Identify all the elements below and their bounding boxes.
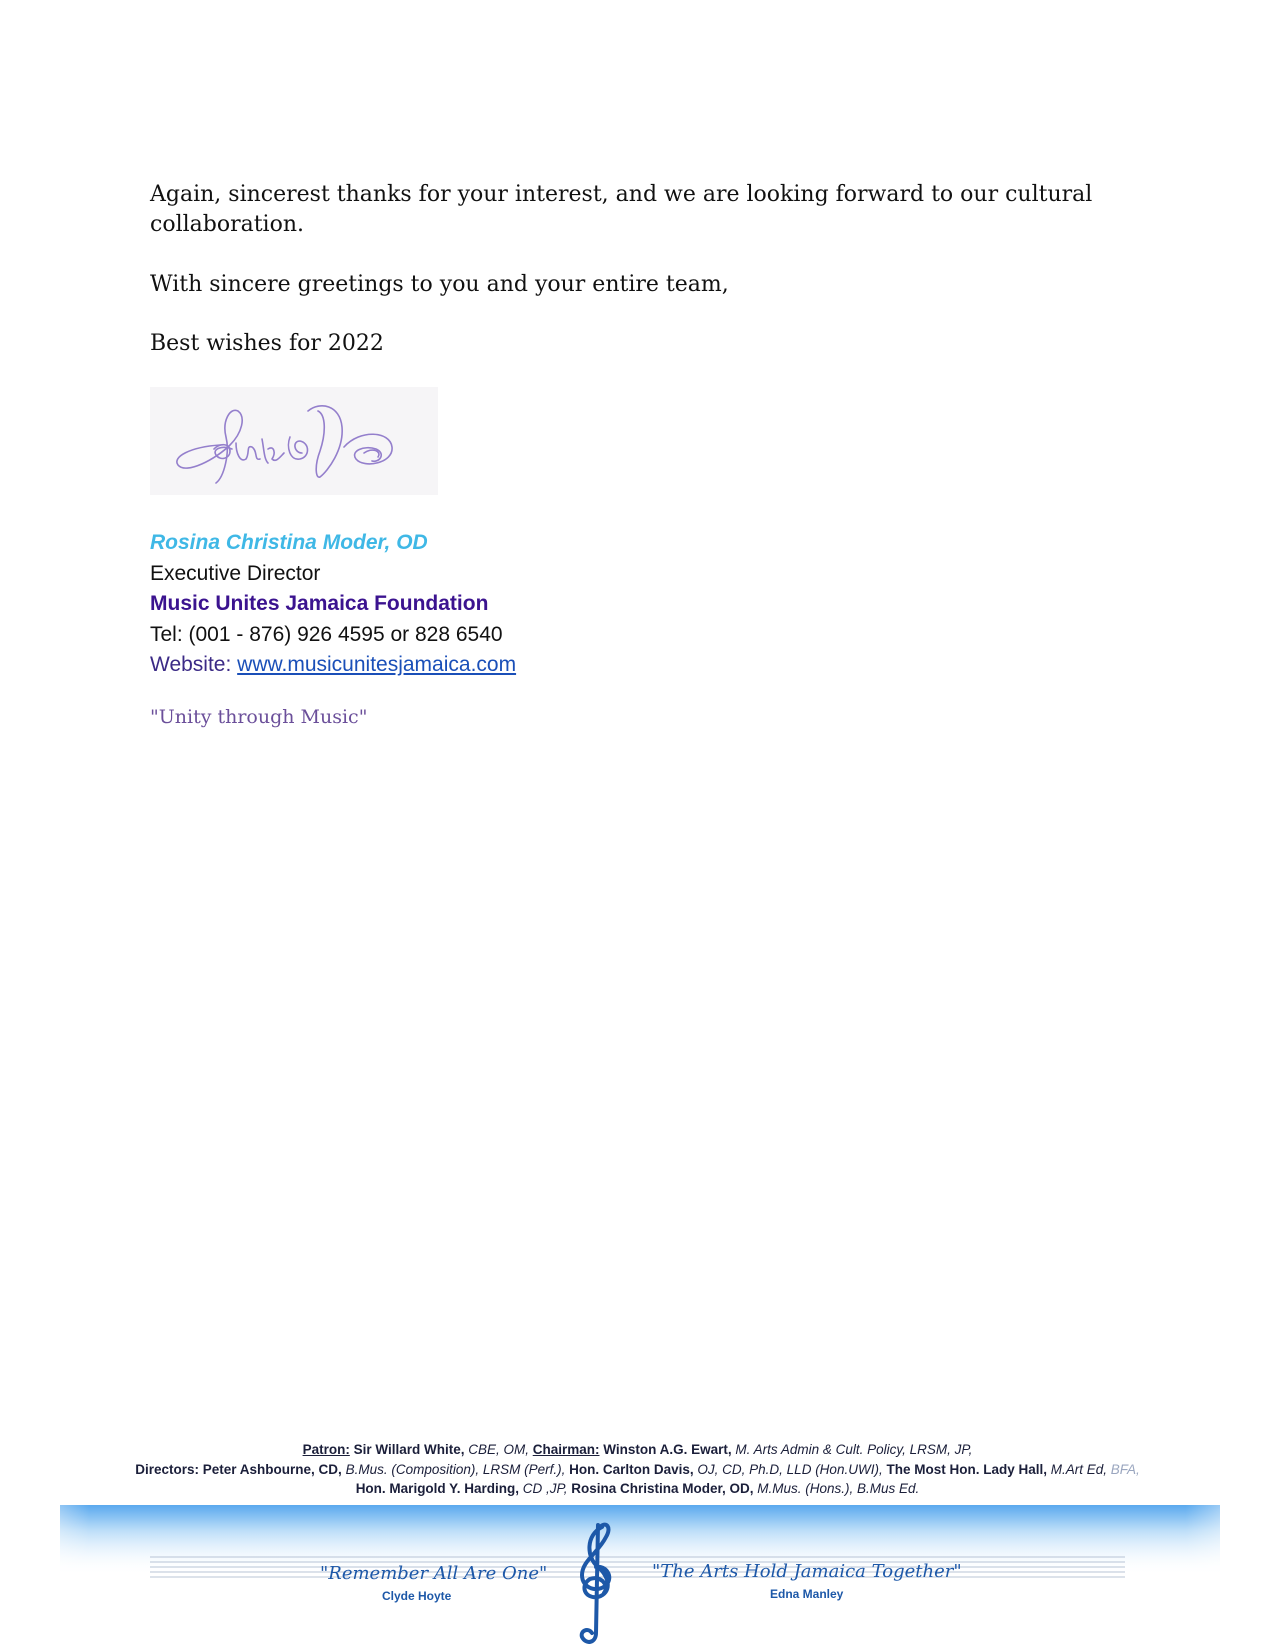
patron-label: Patron: bbox=[302, 1442, 350, 1457]
director-name: The Most Hon. Lady Hall, bbox=[886, 1462, 1051, 1477]
banner-author-right: Edna Manley bbox=[770, 1587, 844, 1601]
signatory-title: Executive Director bbox=[150, 562, 321, 585]
footer-directors-line-2 bbox=[60, 1481, 1215, 1496]
director-honors-faded: BFA, bbox=[1110, 1462, 1140, 1477]
handwritten-signature bbox=[150, 387, 438, 495]
directors-label: Directors: bbox=[135, 1462, 200, 1477]
motto: "Unity through Music" bbox=[150, 706, 368, 728]
website-label: Website: bbox=[150, 653, 238, 676]
letter-paragraph-best-wishes: Best wishes for 2022 bbox=[150, 331, 384, 356]
website-link[interactable]: www.musicunitesjamaica.com bbox=[237, 653, 517, 676]
banner-author-left: Clyde Hoyte bbox=[382, 1589, 452, 1603]
chairman-name: Winston A.G. Ewart, bbox=[599, 1442, 736, 1457]
director-honors: OJ, CD, Ph.D, LLD (Hon.UWI), bbox=[697, 1462, 887, 1477]
footer-directors-line-1 bbox=[60, 1462, 1215, 1477]
letter-paragraph-greetings: With sincere greetings to you and your entire team, bbox=[150, 272, 729, 297]
director-honors: CD ,JP, bbox=[522, 1481, 572, 1496]
footer-banner bbox=[0, 1505, 1275, 1650]
chairman-label: Chairman: bbox=[532, 1442, 600, 1457]
banner-quote-right: "The Arts Hold Jamaica Together" bbox=[652, 1561, 962, 1582]
telephone-line: Tel: (001 - 876) 926 4595 or 828 6540 bbox=[150, 623, 503, 646]
director-name: Hon. Carlton Davis, bbox=[569, 1462, 698, 1477]
chairman-honors: M. Arts Admin & Cult. Policy, LRSM, JP, bbox=[735, 1442, 973, 1457]
director-name: Hon. Marigold Y. Harding, bbox=[355, 1481, 523, 1496]
director-honors: B.Mus. (Composition), LRSM (Perf.), bbox=[345, 1462, 570, 1477]
organization-name: Music Unites Jamaica Foundation bbox=[150, 592, 489, 615]
signatory-name: Rosina Christina Moder, OD bbox=[150, 531, 428, 554]
director-name: Rosina Christina Moder, OD, bbox=[571, 1481, 758, 1496]
website-line bbox=[150, 650, 516, 680]
director-name: Peter Ashbourne, CD, bbox=[199, 1462, 346, 1477]
patron-honors: CBE, OM, bbox=[468, 1442, 533, 1457]
letter-paragraph-closing-thanks: Again, sincerest thanks for your interest, and we are looking forward to our cultural collaboration. bbox=[150, 182, 1093, 237]
signature-scribble bbox=[150, 387, 438, 495]
footer-patron-chairman bbox=[60, 1442, 1215, 1457]
patron-name: Sir Willard White, bbox=[349, 1442, 469, 1457]
director-honors: M.Art Ed, bbox=[1050, 1462, 1111, 1477]
director-honors: M.Mus. (Hons.), B.Mus Ed. bbox=[757, 1481, 920, 1496]
banner-quote-left: "Remember All Are One" bbox=[320, 1563, 548, 1584]
